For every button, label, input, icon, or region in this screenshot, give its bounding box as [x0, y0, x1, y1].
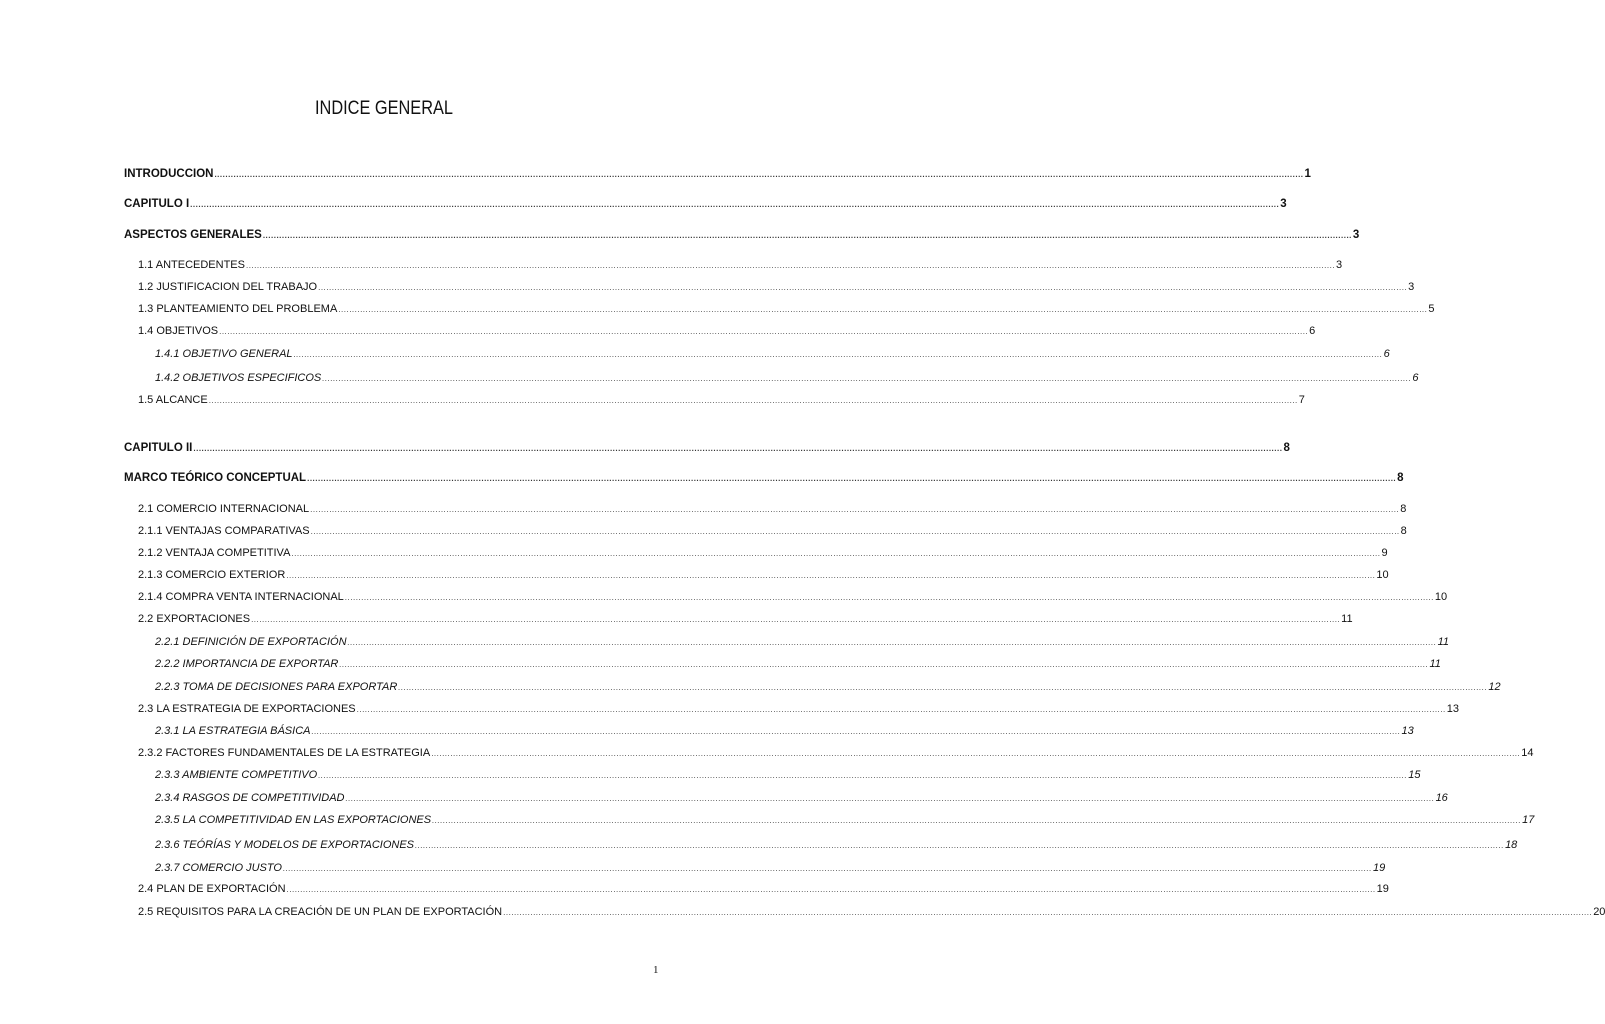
toc-label: 1.4.1 OBJETIVO GENERAL	[155, 348, 293, 360]
toc-entry-objetivos[interactable]	[138, 325, 1316, 338]
toc-label: 2.2.3 TOMA DE DECISIONES PARA EXPORTAR	[155, 681, 398, 693]
toc-leader-dots: ................................................................................................................................................................................................................................................................................................................................................................................................................	[347, 638, 1437, 647]
toc-entry-ventaja-competitiva[interactable]	[138, 547, 1388, 560]
toc-leader-dots: ................................................................................................................................................................................................................................................................................................................................................................................................................	[214, 170, 1304, 179]
toc-entry-plan-exportacion[interactable]	[138, 883, 1389, 896]
toc-page: 3	[1280, 198, 1287, 210]
toc-label: 2.3.2 FACTORES FUNDAMENTALES DE LA ESTRATEGIA	[138, 747, 431, 759]
toc-label: 2.3.1 LA ESTRATEGIA BÁSICA	[155, 725, 311, 737]
toc-page: 6	[1412, 372, 1419, 384]
toc-page: 10	[1434, 591, 1448, 603]
toc-entry-importancia-exportar[interactable]	[155, 658, 1441, 671]
toc-page: 8	[1397, 472, 1404, 484]
toc-label: INTRODUCCION	[124, 168, 214, 180]
toc-leader-dots: ................................................................................................................................................................................................................................................................................................................................................................................................................	[322, 374, 1412, 383]
toc-page: 6	[1309, 325, 1316, 337]
page-title: INDICE GENERAL	[314, 98, 454, 119]
toc-leader-dots: ................................................................................................................................................................................................................................................................................................................................................................................................................	[286, 885, 1376, 894]
toc-entry-compra-venta[interactable]	[138, 591, 1448, 604]
toc-label: CAPITULO II	[124, 442, 193, 454]
toc-entry-ventajas-comparativas[interactable]	[138, 525, 1407, 538]
toc-entry-toma-decisiones[interactable]	[155, 681, 1501, 694]
toc-leader-dots: ................................................................................................................................................................................................................................................................................................................................................................................................................	[310, 505, 1400, 514]
toc-entry-factores-fundamentales[interactable]	[138, 747, 1534, 760]
toc-entry-justificacion[interactable]	[138, 281, 1415, 294]
toc-entry-ambiente-competitivo[interactable]	[155, 769, 1421, 782]
toc-page: 13	[1401, 725, 1414, 737]
toc-entry-definicion-exportacion[interactable]	[155, 636, 1450, 649]
toc-page: 17	[1522, 814, 1535, 826]
toc-label: 2.1.3 COMERCIO EXTERIOR	[138, 569, 286, 581]
toc-entry-aspectos-generales[interactable]	[124, 229, 1360, 242]
toc-entry-antecedentes[interactable]	[138, 259, 1343, 272]
toc-leader-dots: ................................................................................................................................................................................................................................................................................................................................................................................................................	[208, 396, 1298, 405]
toc-leader-dots: ................................................................................................................................................................................................................................................................................................................................................................................................................	[318, 283, 1408, 292]
toc-page: 8	[1400, 503, 1407, 515]
toc-entry-introduccion[interactable]	[124, 168, 1311, 181]
toc-leader-dots: ................................................................................................................................................................................................................................................................................................................................................................................................................	[415, 841, 1505, 850]
toc-page: 19	[1376, 883, 1389, 895]
toc-page: 3	[1336, 259, 1343, 271]
toc-label: MARCO TEÓRICO CONCEPTUAL	[124, 472, 307, 484]
toc-page: 12	[1488, 681, 1501, 693]
toc-page: 6	[1383, 348, 1390, 360]
toc-label: 2.3.4 RASGOS DE COMPETITIVIDAD	[155, 792, 345, 804]
toc-label: 2.3.7 COMERCIO JUSTO	[155, 862, 282, 874]
toc-leader-dots: ................................................................................................................................................................................................................................................................................................................................................................................................................	[432, 816, 1522, 825]
toc-page: 11	[1429, 658, 1441, 670]
toc-entry-planteamiento[interactable]	[138, 303, 1435, 316]
toc-label: 2.5 REQUISITOS PARA LA CREACIÓN DE UN PLAN DE EXPORTACIÓN	[138, 906, 503, 918]
toc-leader-dots: ................................................................................................................................................................................................................................................................................................................................................................................................................	[282, 864, 1372, 873]
toc-label: 2.4 PLAN DE EXPORTACIÓN	[138, 883, 286, 895]
toc-label: 1.1 ANTECEDENTES	[138, 259, 245, 271]
toc-label: 2.2 EXPORTACIONES	[138, 613, 251, 625]
toc-leader-dots: ................................................................................................................................................................................................................................................................................................................................................................................................................	[344, 593, 1434, 602]
toc-entry-competitividad-exportaciones[interactable]	[155, 814, 1535, 827]
toc-page: 18	[1505, 839, 1518, 851]
toc-label: 2.3.3 AMBIENTE COMPETITIVO	[155, 769, 318, 781]
toc-leader-dots: ................................................................................................................................................................................................................................................................................................................................................................................................................	[291, 549, 1381, 558]
toc-label: 2.1.2 VENTAJA COMPETITIVA	[138, 547, 291, 559]
toc-leader-dots: ................................................................................................................................................................................................................................................................................................................................................................................................................	[431, 749, 1521, 758]
toc-label: ASPECTOS GENERALES	[124, 229, 262, 241]
toc-entry-comercio-exterior[interactable]	[138, 569, 1389, 582]
toc-page: 8	[1400, 525, 1407, 537]
toc-label: CAPITULO I	[124, 198, 190, 210]
toc-leader-dots: ................................................................................................................................................................................................................................................................................................................................................................................................................	[503, 908, 1593, 917]
toc-entry-capitulo-ii[interactable]	[124, 442, 1290, 455]
toc-leader-dots: ................................................................................................................................................................................................................................................................................................................................................................................................................	[345, 794, 1435, 803]
toc-leader-dots: ................................................................................................................................................................................................................................................................................................................................................................................................................	[339, 660, 1429, 669]
toc-leader-dots: ................................................................................................................................................................................................................................................................................................................................................................................................................	[190, 200, 1280, 209]
toc-leader-dots: ................................................................................................................................................................................................................................................................................................................................................................................................................	[245, 261, 1336, 270]
toc-leader-dots: ................................................................................................................................................................................................................................................................................................................................................................................................................	[262, 231, 1352, 240]
toc-leader-dots: ................................................................................................................................................................................................................................................................................................................................................................................................................	[219, 327, 1309, 336]
toc-page: 3	[1352, 229, 1360, 241]
toc-label: 1.3 PLANTEAMIENTO DEL PROBLEMA	[138, 303, 338, 315]
toc-page: 1	[1304, 168, 1311, 180]
toc-label: 2.1.4 COMPRA VENTA INTERNACIONAL	[138, 591, 344, 603]
toc-page: 19	[1373, 862, 1386, 874]
toc-leader-dots: ................................................................................................................................................................................................................................................................................................................................................................................................................	[398, 683, 1488, 692]
toc-label: 2.2.2 IMPORTANCIA DE EXPORTAR	[155, 658, 339, 670]
toc-label: 1.4.2 OBJETIVOS ESPECIFICOS	[155, 372, 322, 384]
toc-leader-dots: ................................................................................................................................................................................................................................................................................................................................................................................................................	[310, 527, 1400, 536]
toc-page: 3	[1408, 281, 1415, 293]
toc-page: 15	[1408, 769, 1421, 781]
toc-page: 14	[1521, 747, 1534, 759]
toc-entry-objetivos-especificos[interactable]	[155, 372, 1419, 385]
toc-entry-comercio-justo[interactable]	[155, 862, 1386, 875]
toc-leader-dots: ................................................................................................................................................................................................................................................................................................................................................................................................................	[193, 444, 1283, 453]
toc-leader-dots: ................................................................................................................................................................................................................................................................................................................................................................................................................	[307, 474, 1397, 483]
toc-label: 2.1 COMERCIO INTERNACIONAL	[138, 503, 310, 515]
toc-label: 1.4 OBJETIVOS	[138, 325, 219, 337]
toc-leader-dots: ................................................................................................................................................................................................................................................................................................................................................................................................................	[356, 705, 1446, 714]
toc-label: 2.1.1 VENTAJAS COMPARATIVAS	[138, 525, 310, 537]
toc-page: 8	[1283, 442, 1290, 454]
toc-page: 5	[1428, 303, 1435, 315]
toc-page: 11	[1341, 613, 1353, 625]
toc-entry-objetivo-general[interactable]	[155, 348, 1390, 361]
toc-label: 1.2 JUSTIFICACION DEL TRABAJO	[138, 281, 318, 293]
toc-entry-teorias-modelos[interactable]	[155, 839, 1518, 852]
toc-label: 2.3 LA ESTRATEGIA DE EXPORTACIONES	[138, 703, 356, 715]
toc-entry-exportaciones[interactable]	[138, 613, 1353, 626]
toc-page: 7	[1298, 394, 1305, 406]
toc-page: 11	[1437, 636, 1450, 648]
toc-leader-dots: ................................................................................................................................................................................................................................................................................................................................................................................................................	[251, 615, 1341, 624]
toc-page: 9	[1381, 547, 1388, 559]
toc-label: 2.2.1 DEFINICIÓN DE EXPORTACIÓN	[155, 636, 347, 648]
toc-leader-dots: ................................................................................................................................................................................................................................................................................................................................................................................................................	[286, 571, 1376, 580]
toc-entry-comercio-internacional[interactable]	[138, 503, 1407, 516]
toc-entry-estrategia-exportaciones[interactable]	[138, 703, 1459, 716]
toc-entry-alcance[interactable]	[138, 394, 1305, 407]
toc-entry-requisitos-plan[interactable]	[138, 906, 1605, 919]
toc-entry-rasgos-competitividad[interactable]	[155, 792, 1448, 805]
toc-label: 2.3.5 LA COMPETITIVIDAD EN LAS EXPORTACIONES	[155, 814, 432, 826]
toc-leader-dots: ................................................................................................................................................................................................................................................................................................................................................................................................................	[293, 350, 1383, 359]
toc-page: 10	[1376, 569, 1389, 581]
page-number: 1	[653, 964, 659, 976]
toc-label: 1.5 ALCANCE	[138, 394, 208, 406]
toc-leader-dots: ................................................................................................................................................................................................................................................................................................................................................................................................................	[338, 305, 1428, 314]
toc-entry-estrategia-basica[interactable]	[155, 725, 1414, 738]
toc-page: 13	[1446, 703, 1459, 715]
toc-label: 2.3.6 TEÓRÍAS Y MODELOS DE EXPORTACIONES	[155, 839, 414, 851]
toc-page: 16	[1435, 792, 1448, 804]
toc-entry-capitulo-i[interactable]	[124, 198, 1287, 211]
toc-leader-dots: ................................................................................................................................................................................................................................................................................................................................................................................................................	[311, 727, 1401, 736]
toc-entry-marco-teorico[interactable]	[124, 472, 1404, 485]
toc-leader-dots: ................................................................................................................................................................................................................................................................................................................................................................................................................	[318, 771, 1408, 780]
toc-page: 20	[1593, 906, 1605, 918]
